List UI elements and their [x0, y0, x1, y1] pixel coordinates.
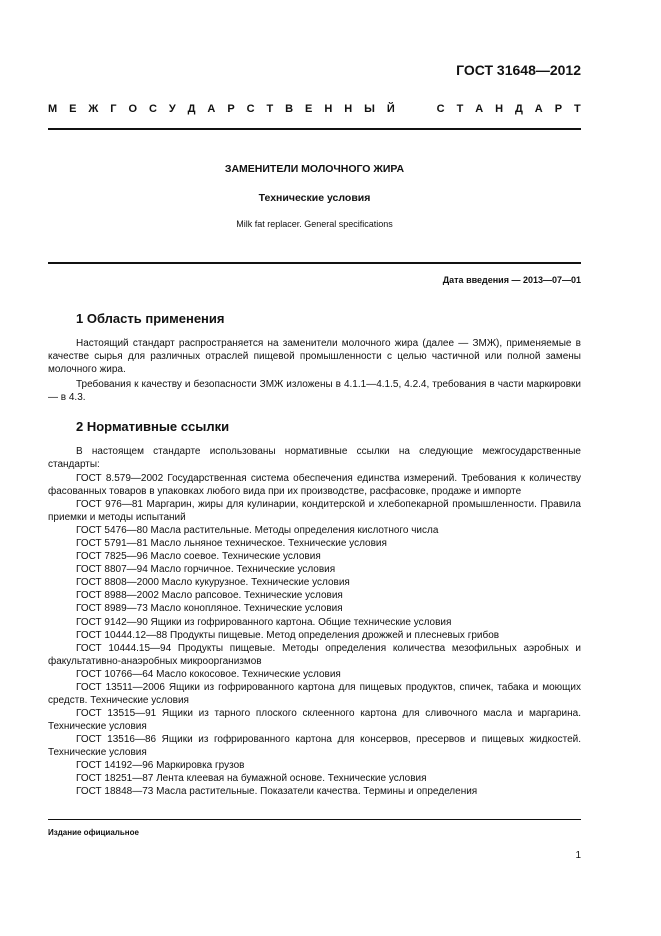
document-title: ЗАМЕНИТЕЛИ МОЛОЧНОГО ЖИРА [224, 163, 405, 175]
top-rule [48, 128, 581, 130]
reference-item: ГОСТ 13515—91 Ящики из тарного плоского склеенного картона для сливочного масла и маргарина. Технические условия [48, 707, 581, 732]
interstate-letter: Д [515, 103, 523, 115]
interstate-letter: Н [495, 103, 504, 115]
reference-item: ГОСТ 5791—81 Масло льняное техническое. Технические условия [76, 538, 387, 550]
interstate-letter: Г [110, 103, 117, 115]
interstate-letter: С [436, 103, 445, 115]
interstate-letter: А [475, 103, 484, 115]
page-number: 1 [575, 850, 581, 861]
reference-item: ГОСТ 8.579—2002 Государственная система обеспечения единства измерений. Требования к количеству фасованных товаров в упаковках любого вида при их производстве, расфасовке, продаже и импорте [48, 473, 581, 498]
section-1-paragraph-2: Требования к качеству и безопасности ЗМЖ изложены в 4.1.1—4.1.5, 4.2.4, требования в части маркировки — в 4.3. [48, 379, 581, 403]
document-subtitle: Технические условия [258, 192, 371, 204]
interstate-letter: О [128, 103, 138, 115]
interstate-letter: С [148, 103, 157, 115]
interstate-letter: Д [187, 103, 196, 115]
section-1-heading: 1 Область применения [76, 311, 225, 326]
interstate-letter [407, 103, 410, 115]
reference-item: ГОСТ 8807—94 Масло горчичное. Технические условия [76, 564, 336, 576]
reference-item: ГОСТ 10444.12—88 Продукты пищевые. Метод определения дрожжей и плесневых грибов [76, 629, 500, 641]
interstate-letter: Е [305, 103, 313, 115]
reference-item: ГОСТ 13511—2006 Ящики из гофрированного картона для пищевых продуктов, спичек, табака и моющих средств. Технические условия [48, 681, 581, 706]
reference-item: ГОСТ 8988—2002 Масло рапсовое. Технические условия [76, 590, 343, 602]
interstate-letter: Н [324, 103, 333, 115]
section-1-paragraph-1: Настоящий стандарт распространяется на заменители молочного жира (далее — ЗМЖ), применяемые в качестве сырья для различных отраслей пищевой промышленности с целью частичной или полной замены молочного жира. [48, 338, 581, 375]
interstate-letter: Т [456, 103, 464, 115]
gost-code: ГОСТ 31648—2012 [456, 62, 581, 78]
interstate-letter: А [207, 103, 216, 115]
reference-item: ГОСТ 14192—96 Маркировка грузов [76, 760, 245, 772]
reference-item: ГОСТ 13516—86 Ящики из гофрированного картона для консервов, пресервов и пищевых жидкостей. Технические условия [48, 733, 581, 758]
interstate-letter: В [285, 103, 294, 115]
interstate-letter [422, 103, 425, 115]
reference-item: ГОСТ 10766—64 Масло кокосовое. Технические условия [76, 668, 341, 680]
interstate-letter: У [168, 103, 176, 115]
official-edition-label: Издание официальное [48, 828, 139, 837]
interstate-letter: М [48, 103, 58, 115]
reference-item: ГОСТ 976—81 Маргарин, жиры для кулинарии, кондитерской и хлебопекарной промышленности. Правила приемки и методы испытаний [48, 499, 581, 524]
interstate-letter: Т [573, 103, 581, 115]
english-title: Milk fat replacer. General specifications [236, 219, 393, 229]
interstate-letter: Ы [364, 103, 375, 115]
section-2-heading: 2 Нормативные ссылки [76, 419, 230, 434]
title-rule [48, 262, 581, 264]
reference-item: ГОСТ 8989—73 Масло конопляное. Технические условия [76, 603, 343, 615]
reference-item: ГОСТ 10444.15—94 Продукты пищевые. Методы определения количества мезофильных аэробных и факультативно-анаэробных микроорганизмов [48, 642, 581, 667]
reference-item: ГОСТ 8808—2000 Масло кукурузное. Технические условия [76, 577, 350, 589]
interstate-letter: Е [69, 103, 77, 115]
normative-references-list [48, 472, 581, 798]
footer-rule [48, 819, 581, 820]
reference-item: ГОСТ 18848—73 Масла растительные. Показатели качества. Термины и определения [76, 786, 478, 798]
reference-item: ГОСТ 7825—96 Масло соевое. Технические условия [76, 551, 321, 563]
interstate-letter: Ж [88, 103, 99, 115]
interstate-letter: Й [386, 103, 395, 115]
interstate-letter: А [534, 103, 543, 115]
interstate-letter: Р [554, 103, 563, 115]
interstate-letter: С [246, 103, 255, 115]
interstate-standard-banner [48, 103, 581, 115]
interstate-letter: Р [227, 103, 235, 115]
interstate-letter: Н [344, 103, 353, 115]
reference-item: ГОСТ 18251—87 Лента клеевая на бумажной основе. Технические условия [76, 773, 427, 785]
section-2-paragraph-1: В настоящем стандарте использованы нормативные ссылки на следующие межгосударственные стандарты: [48, 446, 581, 470]
introduction-date: Дата введения — 2013—07—01 [442, 275, 581, 285]
interstate-letter: Т [266, 103, 274, 115]
reference-item: ГОСТ 5476—80 Масла растительные. Методы определения кислотного числа [76, 525, 439, 537]
reference-item: ГОСТ 9142—90 Ящики из гофрированного картона. Общие технические условия [76, 616, 452, 628]
